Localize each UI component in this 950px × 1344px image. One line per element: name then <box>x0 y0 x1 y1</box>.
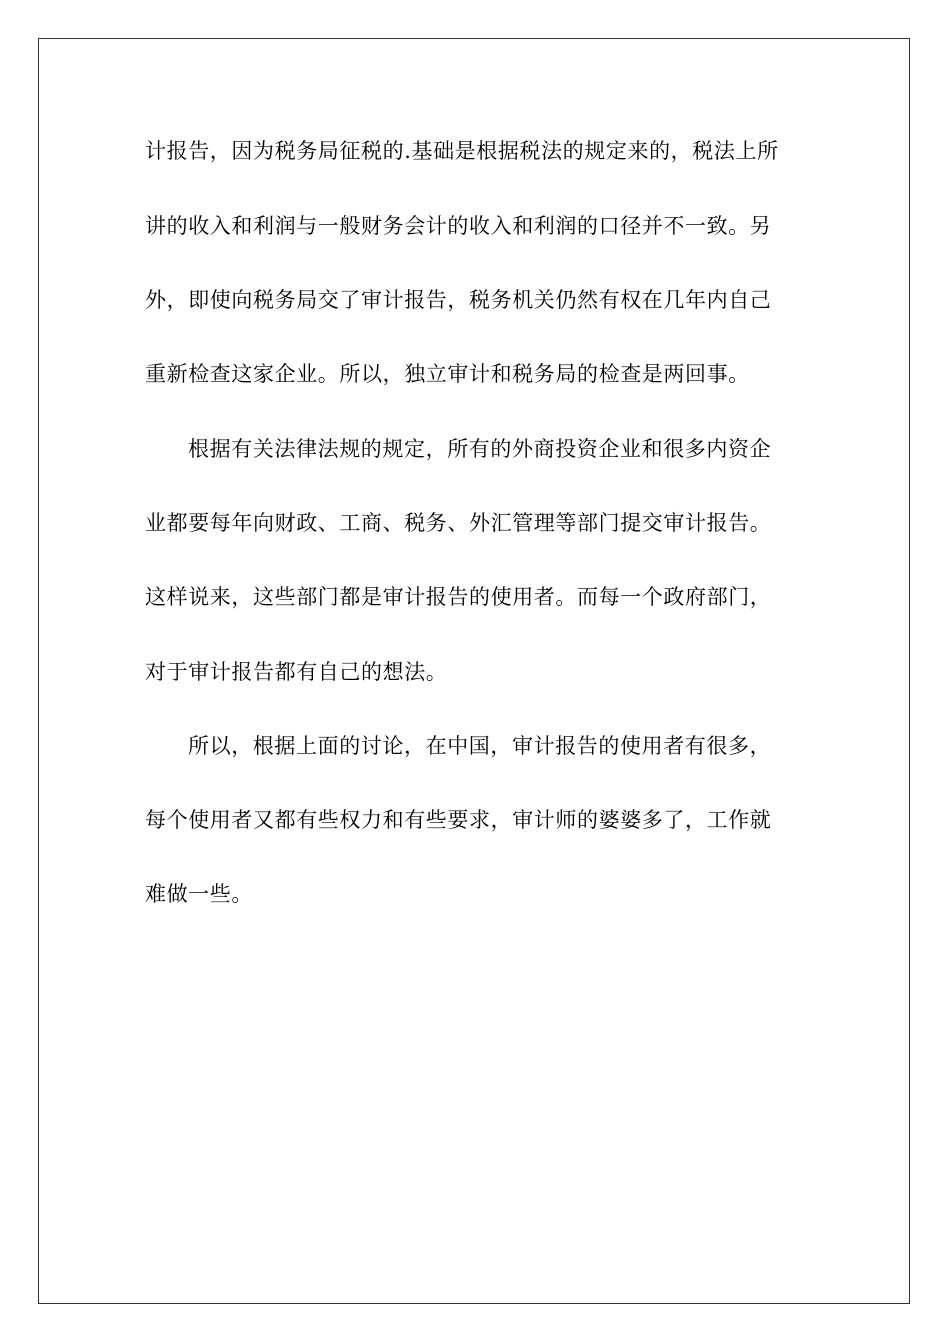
paragraph-3-line-2: 每个使用者又都有些权力和有些要求，审计师的婆婆多了，工作就 <box>145 808 772 832</box>
paragraph-1-line-4: 重新检查这家企业。所以，独立审计和税务局的检查是两回事。 <box>145 362 750 386</box>
paragraph-3-line-3: 难做一些。 <box>145 882 253 906</box>
paragraph-2-line-1: 根据有关法律法规的规定，所有的外商投资企业和很多内资企 <box>188 437 772 461</box>
paragraph-2-line-2: 业都要每年向财政、工商、税务、外汇管理等部门提交审计报告。 <box>145 511 772 535</box>
paragraph-1-line-1: 计报告，因为税务局征税的.基础是根据税法的规定来的，税法上所 <box>145 139 779 163</box>
paragraph-1-line-2: 讲的收入和利润与一般财务会计的收入和利润的口径并不一致。另 <box>145 214 772 238</box>
paragraph-3-line-1: 所以，根据上面的讨论，在中国，审计报告的使用者有很多， <box>188 734 772 758</box>
paragraph-2-line-4: 对于审计报告都有自己的想法。 <box>145 660 448 684</box>
paragraph-1-line-3: 外，即使向税务局交了审计报告，税务机关仍然有权在几年内自己 <box>145 288 772 312</box>
paragraph-2-line-3: 这样说来，这些部门都是审计报告的使用者。而每一个政府部门， <box>145 585 772 609</box>
